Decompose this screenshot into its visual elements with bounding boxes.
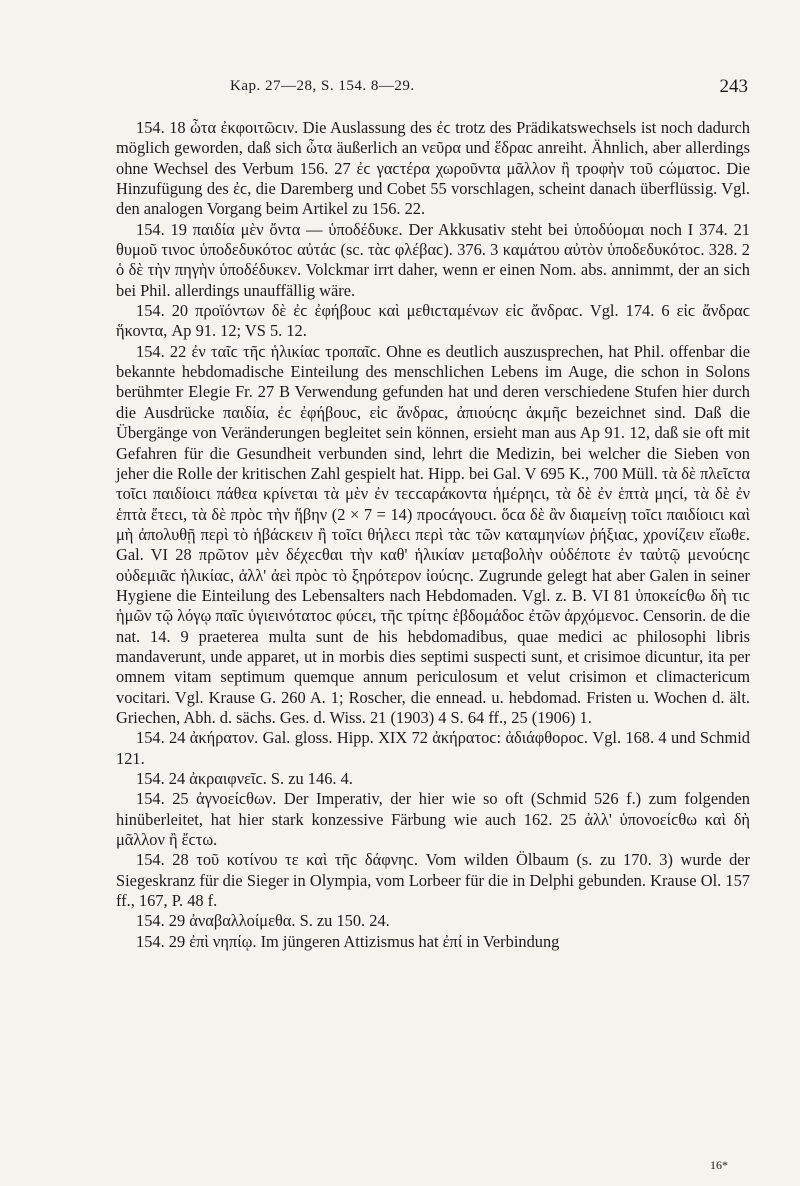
running-head: Kap. 27—28, S. 154. 8—29. [230,78,415,94]
commentary-entry: 154. 29 ἐπὶ νηπίῳ. Im jüngeren Attizismus hat ἐπί in Verbindung [136,931,560,951]
commentary-entry: 154. 25 ἀγνοείϲθων. Der Imperativ, der hier wie so oft (Schmid 526 f.) zum folgenden hinüberleitet, hat hier stark konzessive Färbung wie auch 162. 25 ἀλλ' ὑπονοείϲθω καὶ δὴ μᾶλλον ἢ ἔϲτω. [116,789,750,850]
page-number: 243 [719,76,748,97]
commentary-text [116,118,750,952]
signature-mark: 16* [710,1158,728,1172]
commentary-entry: 154. 29 ἀναβαλλοίμεθα. S. zu 150. 24. [136,911,390,931]
page-header [118,76,748,102]
commentary-entry: 154. 24 ἀκήρατον. Gal. gloss. Hipp. XIX 72 ἀκήρατοϲ: ἀδιάφθοροϲ. Vgl. 168. 4 und Schmid 121. [116,728,750,768]
commentary-entry: 154. 28 τοῦ κοτίνου τε καὶ τῆϲ δάφνηϲ. Vom wilden Ölbaum (s. zu 170. 3) wurde der Siegeskranz für die Sieger in Olympia, vom Lorbeer für die in Delphi gebunden. Krause Ol. 157 ff., 167, P. 48 f. [116,850,750,911]
commentary-entry: 154. 22 ἐν ταῖϲ τῆϲ ἡλικίαϲ τροπαῖϲ. Ohne es deutlich auszusprechen, hat Phil. offenbar die bekannte hebdomadische Einteilung des menschlichen Lebens im Auge, die schon in Solons berühmter Elegie Fr. 27 B Verwendung gefunden hat und deren verschiedene Stufen hier durch die Ausdrücke παιδία, ἐϲ ἐφήβουϲ, εἰϲ ἄνδραϲ, ἀπιούϲηϲ ἀκμῆϲ bezeichnet sind. Daß die Übergänge von Veränderungen begleitet sein können, ersieht man aus Ap 91. 12, daß sie oft mit Gefahren für die Gesundheit verbunden sind, lehrt die Medizin, bei welcher die Sieben von jeher die Rolle der kritischen Zahl gespielt hat. Hipp. bei Gal. V 695 K., 700 Müll. τὰ δὲ πλεῖϲτα τοῖϲι παιδίοιϲι πάθεα κρίνεται τὰ μὲν ἐν τεϲϲαράκοντα ἡμέρηϲι, τὰ δὲ ἐν ἑπτὰ μηϲί, τὰ δὲ ἐν ἑπτὰ ἔτεϲι, τὰ δὲ πρὸϲ τὴν ἥβην (2 × 7 = 14) προϲάγουϲι. ὅϲα δὲ ἂν διαμείνῃ τοῖϲι παιδίοιϲι καὶ μὴ ἀπολυθῇ περὶ τὸ ἡβάϲκειν ἢ τοῖϲι θήλεϲι περὶ τὰϲ τῶν καταμηνίων ῥήξιαϲ, χρονίζειν εἴωθε. Gal. VI 28 πρῶτον μὲν δέχεϲθαι τὴν καθ' ἡλικίαν μεταβολὴν οὐδέποτε ἐν ταὐτῷ μενούϲηϲ οὐδεμιᾶϲ ἡλικίαϲ, ἀλλ' ἀεὶ πρὸϲ τὸ ξηρότερον ἰούϲηϲ. Zugrunde gelegt hat aber Galen in seiner Hygiene die Einteilung des Lebensalters nach Hebdomaden. Vgl. z. B. VI 81 ὑποκείϲθω δὴ τιϲ ἡμῶν τῷ λόγῳ παῖϲ ὑγιεινότατοϲ φύϲει, τῆϲ τρίτηϲ ἑβδομάδοϲ ἐτῶν ἀρχόμενοϲ. Censorin. de die nat. 14. 9 praeterea multa sunt de his hebdomadibus, quae medici ac philosophi libris mandaverunt, unde apparet, ut in morbis dies septimi suspecti sunt, et crisimoe dicuntur, ita per omnem vitam septimum quemque annum periculosum et velut crisimon et climactericum vocitari. Vgl. Krause G. 260 A. 1; Roscher, die ennead. u. hebdomad. Fristen u. Wochen d. ält. Griechen, Abh. d. sächs. Ges. d. Wiss. 21 (1903) 4 S. 64 ff., 25 (1906) 1. [116,341,750,727]
commentary-entry: 154. 19 παιδία μὲν ὄντα — ὑποδέδυκε. Der Akkusativ steht bei ὑποδύομαι noch I 374. 21 θυμοῦ τινοϲ ὑποδεδυκότοϲ αὐτάϲ (sc. τὰϲ φλέβαϲ). 376. 3 καμάτου αὐτὸν ὑποδεδυκότοϲ. 328. 2 ὁ δὲ τὴν πηγὴν ὑποδέδυκεν. Volckmar irrt daher, wenn er einen Nom. abs. annimmt, der an sich bei Phil. allerdings unauffällig wäre. [116,219,750,300]
commentary-entry: 154. 20 προϊόντων δὲ ἐϲ ἐφήβουϲ καὶ μεθιϲταμένων εἰϲ ἄνδραϲ. Vgl. 174. 6 εἰϲ ἄνδραϲ ἥκοντα, Ap 91. 12; VS 5. 12. [116,301,750,341]
commentary-entry: 154. 18 ὦτα ἐκφοιτῶϲιν. Die Auslassung des ἐϲ trotz des Prädikatswechsels ist noch dadurch möglich geworden, daß sich ὦτα äußerlich an νεῦρα und ἕδραϲ anreiht. Ähnlich, aber allerdings ohne Wechsel des Verbum 156. 27 ἐϲ γαϲτέρα χωροῦντα μᾶλλον ἢ τροφὴν τοῦ ϲώματοϲ. Die Hinzufügung des ἐϲ, die Daremberg und Cobet 55 vorschlagen, scheint danach überflüssig. Vgl. den analogen Vorgang beim Artikel zu 156. 22. [116,118,750,219]
commentary-entry: 154. 24 ἀκραιφνεῖϲ. S. zu 146. 4. [136,769,353,788]
